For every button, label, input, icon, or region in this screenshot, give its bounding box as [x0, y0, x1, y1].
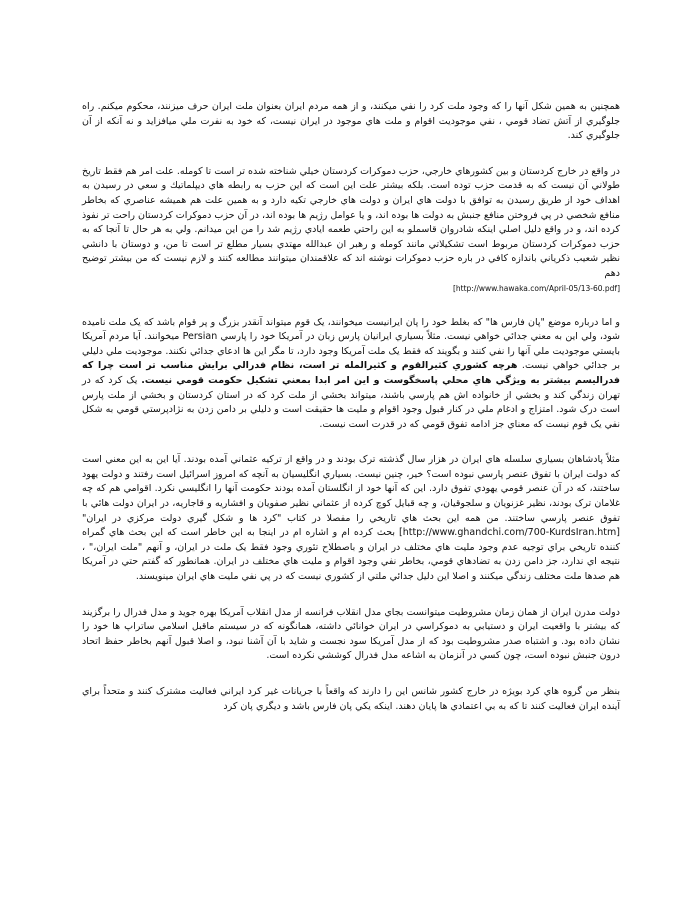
paragraph-6: بنظر من گروه هاي كرد بويژه در خارج كشور شانس اين را دارند كه واقعاً با جريانات غير كرد ايراني فعاليت مشترک كنند و متحداً براي آينده ايران فعاليت كنند تا كه به بي اعتمادي ها پايان دهند. اينكه يكي پان فارس باشد و ديگري پان كرد — [82, 686, 620, 712]
paragraph-3-text-a: و اما درباره موضع "پان فارس ها" كه بغلط خود را پان ايرانيست ميخوانند، يک قوم ميتواند آنقدر بزرگ و پر قوام باشد كه يک ملت ناميده شود، ولي اين به معني جدائي خواهي نيست. مثلاً بسياري ايرانيان پارس زبان در آمريكا خود را پارسي Persian ميخوانند. آيا مردم آمريكا بايستي موجوديت ملي آنها را نفي كنند و بگويند كه فقط يک ملت آمريكا وجود دارد، تا مگر اين ها ادعاي جدائي نكنند. موجوديت ملي دليلي بر جدائي خواهي نيست. — [82, 316, 620, 372]
paragraph-1: همچنين به همين شكل آنها را كه وجود ملت كرد را نفي ميكنند، و از همه مردم ايران بعنوان ملت ايران حرف ميزنند، محكوم ميكنم. راه جلوگيري از آتش تضاد قومي ، نفي موجوديت اقوام و ملت هاي موجود در ايران نيست، كه خود به نفرت ملي ميافزايد و نه آنكه از آن جلوگيري كند. — [82, 101, 620, 142]
paragraph-5: دولت مدرن ايران از همان زمان مشروطيت ميتوانست بجاي مدل انقلاب فرانسه از مدل انقلاب آمريكا بهره جويد و مدل فدرال را برگزيند كه بيشتر با واقعيت ايران و دستيابي به دموكراسي در ايران خوانائي داشته، همانگونه كه در سيستم ماقبل اسلامي ساتراپ ها خود را نشان داده بود. و اشتباه صدر مشروطيت بود كه از مدل آمريكا سود نجست و شايد با آن آشنا نبود، و اصلا قبول آنهم بخاطر حفظ اتحاد درون جنبش نبوده است، چون كسي در آنزمان به اشاعه مدل فدرال كوششي نكرده است. — [82, 606, 620, 662]
document-body — [82, 100, 620, 735]
paragraph-3-text-b: يک كرد كه در تهران زندگي كند و بخشي از خانواده اش هم پارسي باشند، ميتواند بخشي از ملت كرد كه در استان كردستان و بخشي از ملت پارس است درک شود. امتزاج و ادغام ملي در كنار قبول وجود اقوام و مليت ها حقيقت است و دليلي بر دامن زدن به نژادپرستي قومي به شكل نفي يک قوم نيست كه معناي جز ادامه تفوق قومي كه در قدرت است نيست. — [82, 374, 620, 430]
paragraph-3-bold: هرچه كشوري كثيرالقوم و كثيرالمله تر است، نظام فدرالي برايش مناسب تر است چرا كه فدراليسم بيشتر به ويژگي هاي محلي پاسخگوست و اين امر ابدا بمعني تشكيل حكومت قومي نيست. — [82, 360, 620, 386]
paragraph-2 — [82, 165, 620, 295]
paragraph-2-text: در واقع در خارج كردستان و بين كشورهاي خارجي، حزب دموكرات كردستان خيلي شناخته شده تر است تا كومله. علت امر هم فقط تاريخ طولاني آن نيست كه به قدمت حزب توده است. بلكه بيشتر علت اين است كه اين حزب به رابطه هاي ديپلماتيك و سعي در رسيدن به اهداف خود از طريق رسيدن به توافق با دولت هاي ايران و دولت هاي خارجي تكيه دارد و به همين علت هم هميشه عناصري كه بخاطر منافع شخصي در پي فروختن منافع جنبش به دولت ها بوده اند، و يا عوامل رژيم ها بوده اند، در آن حزب دموكرات كردستان راحت تر نفوذ كرده اند، و در واقع دليل اصلي اينكه شادروان قاسملو به اين راحتي طعمه ايادي رژيم شد را من اين ميدانم. ولي به هر حال تا آنجا كه به حزب دموكرات كردستان مربوط است تشكيلاتي مانند كومله و رهبر ان عبدالله مهتدي بسيار مطلع تر است تا من، و دوستان با دانشي نظير شعيب ذكرياني باندازه كافي در باره حزب دموكرات نوشته اند كه علاقمندان ميتوانند مطالعه كنند و لازم نيست كه من بيشتر توضيح دهم — [82, 165, 620, 279]
reference-link-hawaka[interactable]: [http://www.hawaka.com/April-05/13-60.pdf] — [453, 283, 620, 293]
paragraph-3 — [82, 316, 620, 433]
paragraph-4: مثلاً پادشاهان بسياري سلسله هاي ايران در هزار سال گذشته ترک بودند و در واقع از تركيه عثماني آمده بودند. آيا اين به اين معني است كه دولت ايران با تفوق عنصر پارسي نبوده است؟ خير، چنين نيست. بسياري انگليسيان به آنچه كه امروز اسرائيل است رفتند و دولت يهود ساختند، كه در آن عنصر قومي يهودي تفوق دارد. اين كه آنها خود از انگلستان آمده بودند حكومت آنها را انگليسي نكرد. اقوامي هم كه چه غلامان ترک بودند، نظير غزنويان و سلجوقيان، و چه قبايل كوچ كرده از عثماني نظير صفويان و افشاريه و قاجاريه، در ايران دولت هائي با تفوق عنصر پارسي ساختند. من همه اين بحث هاي تاريخي را مفصلا در كتاب "كرد ها و شكل گيري دولت مركزي در ايران" [http://www.ghandchi.com/700-KurdsIran.htm] بحث كرده ام و اشاره ام در اينجا به اين خاطر است كه اين بحث هاي گمراه كننده تاريخي براي توجيه عدم وجود مليت هاي مختلف در ايران و باصطلاح تئوري وجود فقط يک ملت در ايران، و آنهم "ملت ايران،" ، نتيجه اي ندارد، جز دامن زدن به تضادهاي قومي، بخاطر نفي وجود اقوام و مليت هاي مختلف در ايران. همانطور كه گفتم حتي در آمريكا هم صدها ملت مختلف زندگي ميكنند و اصلا اين دليل جدائي ملتي از كشوري نيست كه در پي نفي مليت هاي ايران مينويسند. — [82, 454, 620, 583]
